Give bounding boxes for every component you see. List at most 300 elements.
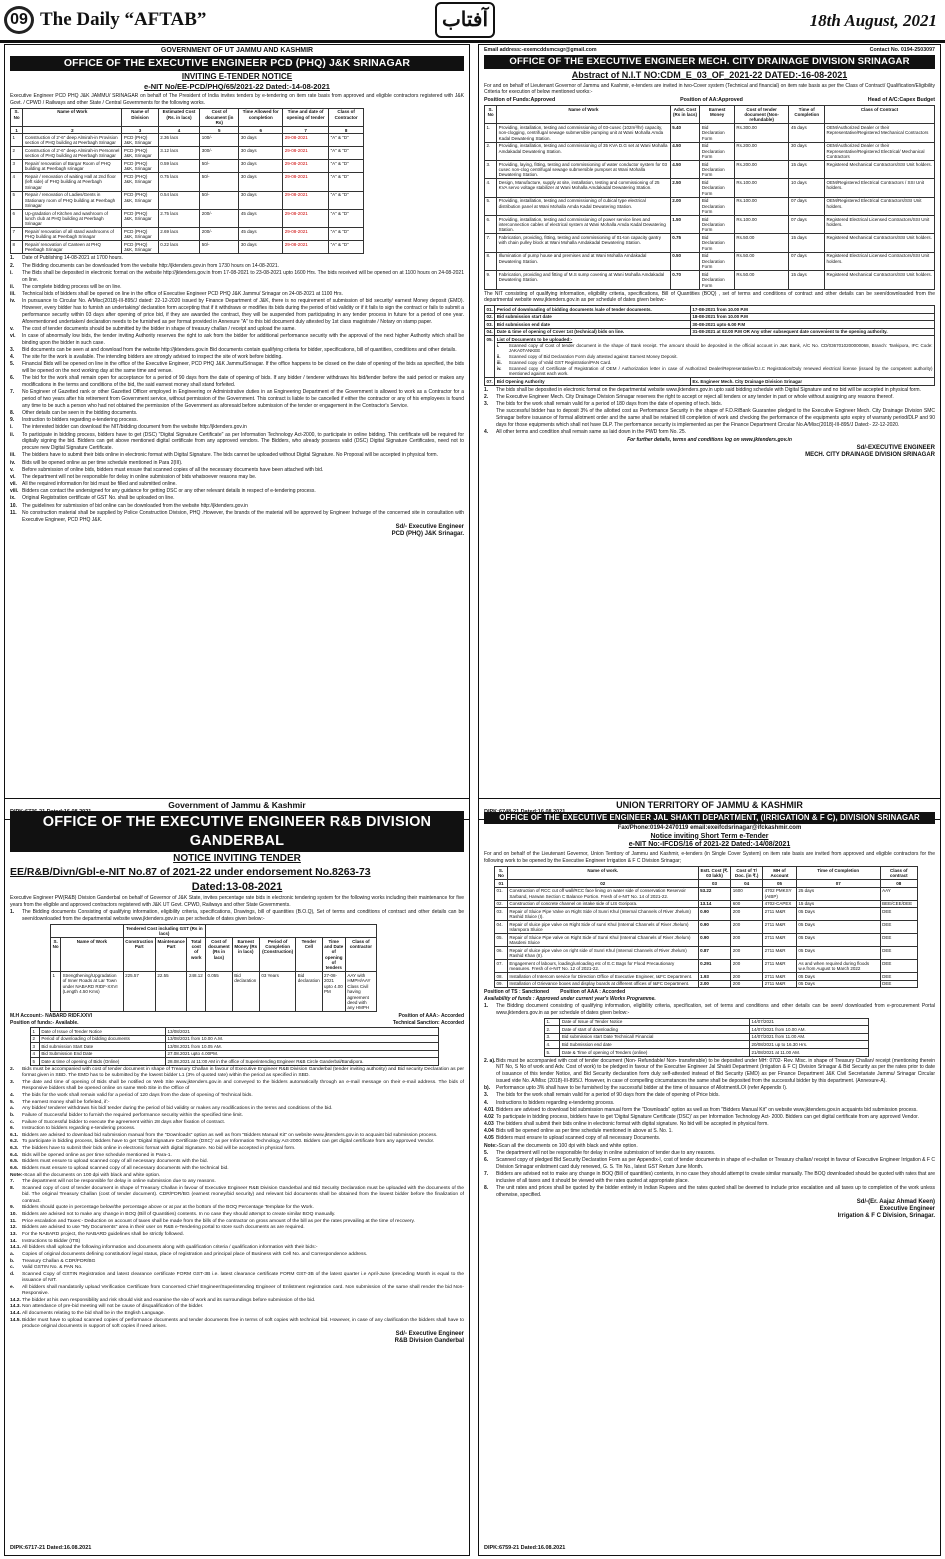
condition-number: 5. [484,1149,489,1156]
condition-number: 13. [10,1231,17,1237]
condition-text: No Engineer of Gazetted rank or other Gazetted Officer employed in Engineering or Administrative duties in an Engineering Department of the Government is allowed to work as a Contractor for a period of two years after his retirement from Government service, without permission of the Government. This contract is liable to be cancelled if either the contractor or any of his employees is found any time to be such a person who had not obtained the permission of the Government as aforesaid before submission of the tender or engagement in the Contractor's Service. [22,389,464,409]
table-cell: 2.50 [670,179,700,197]
column-header: S. No [485,105,497,123]
table-cell: "A" & "D" [329,241,364,254]
table-cell: 4. [545,1041,560,1049]
table-cell: 06. [495,947,508,960]
condition-text: Scan all the documents on 100 dpi with black and white option. [498,1142,638,1149]
condition-text: Bids will be opened online as per time schedule mentioned in above at S. No. 1. [496,1128,673,1135]
table-cell: OEM/Registered Electrical Contractors/SSI Unit holders. [825,197,935,215]
table-cell: Rs.200.00 [734,160,789,178]
condition-number: 8. [10,1186,15,1192]
table-cell: Rs.100.00 [734,197,789,215]
table-cell: 25 days [796,887,880,900]
condition-number [484,408,496,428]
condition-item [10,1232,464,1238]
table-cell: Providing, laying, fitting, testing and commissioning of water conductor system for 03 cusec non-clog centrifugal sewage submersible pumpset at Wani Mohalla Dewatering Station. [497,160,671,178]
condition-number: 9. [10,1205,15,1211]
column-header: Name of work. [507,867,698,880]
table-cell: 1. [545,1018,560,1026]
notice-conditions [10,1067,464,1330]
table-cell: Bid Declaration Form [700,271,734,289]
table-cell: Repair of Sluice Pipe Valve on Right Side of Sunri Khul (Internal Channels of River Jhelum) Rashid Sluice (I). [507,908,698,921]
condition-text: To participate in bidding process, bidders have to get (DSC) "Digital Signature Certificate" as per Information Technology Act-2000, to participate in online bidding. This certificate will be required for digitally signing the bid. Bidders can get above mentioned digital certificate from any approved vendors. The Bidders, who already possess valid (DSC) Digital Signature Certificates, need not to procure new Digital Signature Certificate. [22,431,464,452]
condition-item [484,429,935,436]
table-row [545,1018,869,1026]
column-header: Cost of tender document (Non-refundable) [734,105,789,123]
tender-notice-pcd-phq [4,44,470,820]
table-cell: 248.12 [187,972,206,1012]
condition-number: iii. [10,290,16,297]
table-cell: 50/- [200,173,239,191]
condition-item [484,1107,935,1114]
condition-text: The bids shall be deposited in electronic format on the departmental website www.jktenders.gov.in upto said bidding schedule with Digital Signature and no bid will be accepted in physical form. [496,386,921,393]
table-row [485,124,935,142]
table-cell: 4 [11,173,23,191]
table-cell: 21/08/2021 at 11.00 AM. [749,1049,868,1057]
table-cell: 2.69 lacs [158,228,200,241]
condition-item [484,408,935,428]
condition-item [10,1186,464,1205]
column-header: Time of Completion [789,105,825,123]
condition-item [10,1159,464,1165]
condition-item [10,1311,464,1317]
table-cell: 1600 [731,887,763,900]
funds-availability: Availability of funds : Approved under current year's Works Programme. [484,995,656,1002]
table-cell: PCD (PHQ) J&K, Srinagar [122,191,158,209]
condition-item [10,1219,464,1225]
condition-number: 3. [10,346,15,353]
mh-label: M.H Account:- [10,1013,44,1020]
table-cell: 0.055 [205,972,232,1012]
column-number: 02 [507,880,698,888]
column-number: 5 [200,126,239,134]
tender-notice-city-drainage [478,44,941,820]
condition-text: All bidders shall upload the following information and documents along with qualification criteria / qualification information with their bids:- [22,1245,318,1251]
table-cell: Strengthening/Upgradation of Inner Roads at Lar Town under NABARD RIDF-XXVI (Length 4.50 Kms) [61,972,123,1012]
document-number: ii. [496,353,501,359]
table-cell: 5. [545,1049,560,1057]
table-cell: 5 [31,1058,40,1066]
table-cell: 0.90 [698,934,731,947]
condition-text: No construction material shall be supplied by Police Construction Division, PHQ .However, the brands of the material will be approved by Engineer Incharge of the concerned site in consultation with Executive Engineer, PCD PHQ J&K. [22,509,464,523]
condition-number: v. [10,325,14,332]
table-cell: 600 [731,900,763,908]
table-cell: 30 days [789,142,825,160]
table-row [31,1043,439,1051]
condition-number: 5. [10,361,15,368]
condition-item [10,255,464,262]
table-cell: Bid Declaration Form [700,160,734,178]
condition-item [10,1080,464,1093]
table-row [11,173,364,191]
schedule-cell: Bid Opening Authority [495,378,691,386]
condition-item [10,481,464,488]
table-cell: Design, Manufacture, supply at site, installation, testing and commissioning of 25 KVA servo voltage stabilizer at Wani Mohalla Amdakadal Dewatering Station. [497,179,671,197]
table-cell: Fabrication, providing and fitting of M.S sump covering at Wani Mohalla Amdakadal Dewatering Station. [497,271,671,289]
notice-government: UNION TERRITORY OF JAMMU & KASHMIR [616,800,803,810]
table-cell: Providing, installation, testing and commissioning of cubical type electrical distribution panel at Wani Mohalla Amda Kadal Dewatering Station. [497,197,671,215]
table-cell: OEM/Authorized Dealer or their Representative/Registered Mechanical Contractors [825,124,935,142]
table-cell: 29-08-2021 [283,241,329,254]
table-cell: "A" & "D" [329,210,364,228]
condition-text: The department will not be responsible for delay in online submission of tender due to any reasons. [496,1149,716,1156]
condition-item [10,417,464,424]
documents-cell [495,336,935,378]
condition-item [10,467,464,474]
table-cell: 05 Days [796,947,880,960]
document-number: iv. [496,365,502,371]
works-table [494,866,918,988]
condition-item [484,1100,935,1107]
column-header: Construction Part [123,937,155,972]
table-cell: Period of downloading of bidding documents [39,1035,165,1043]
column-number: 04 [731,880,763,888]
condition-number: 2. [10,1067,15,1073]
table-cell: OEM/Authorized Dealer or their Representative/Registered Electrical/ Mechanical Contractors [825,142,935,160]
table-cell: 4. [485,179,497,197]
works-table [10,108,364,255]
position-of-aa: Position of AA:Approved [680,97,743,104]
condition-number: 4.04 [484,1128,494,1135]
table-cell: 200 [731,972,763,980]
table-cell: PCD (PHQ) J&K, Srinagar [122,134,158,147]
condition-number: c. [10,1119,15,1125]
table-cell: 200 [731,921,763,934]
table-row [485,271,935,289]
table-blank [51,924,124,937]
condition-text: Instruction to bidders regarding e-tendering process. [22,417,138,424]
condition-item [10,326,464,333]
condition-text: Technical bids of bidders shall be opened on line in the office of Executive Engineer PCD PHQ J&K Jammu/ Srinagar on 24-08-2021 at 1100 Hrs. [22,290,343,297]
condition-text: Bidders are advised to use "My Documents" area in their user on R&B e-Tendering portal to store such documents as are required. [22,1225,305,1231]
condition-number: 11. [10,509,17,516]
condition-item [10,298,464,325]
column-number: 1 [11,126,23,134]
table-row [485,197,935,215]
condition-item [10,1265,464,1271]
condition-number: a. [10,1251,15,1257]
notice-conditions [484,387,935,436]
column-number: 6 [239,126,283,134]
funds-row [10,1020,464,1026]
condition-item [10,1093,464,1099]
table-cell: 03. [495,908,508,921]
bidding-documents-text: The Bidding document consisting of qualifying information, eligibility criteria, specification, set of terms and conditions and other details can be seen/ downloaded from e-procurement Portal www.jktenders.gov.in as per schedule of dates given below:- [496,1003,935,1016]
condition-text: The complete bidding process will be on line. [22,283,122,290]
condition-text: All documents relating to the bid shall be in the English Language. [22,1310,166,1316]
table-cell: 29-08-2021 [283,160,329,173]
table-cell: Construction of RCC cut off wall/RCC face lining on water side of conservation Reservoir Sarband, Harwan Section C Balance Portion. Fresh of e-NIT No. 14 of 2021-22. [507,887,698,900]
table-cell: 3. [545,1033,560,1041]
condition-text: Instructions to bidders regarding e-tendering process. [496,1099,615,1106]
table-blank [205,924,376,937]
bidding-documents-text: The Bidding documents Consisting of qualifying information, eligibility criteria, specifications, Drawings, bill of quantities (B.O.Q), Set of terms and conditions of contract and other details can be seen/downloaded from the departmental website www.jktenders.gov.in as per schedule of dates given below:- [22,909,464,923]
condition-number: 4.05 [484,1135,494,1142]
group-header: Tendered Cost including GST (Rs in lacs) [123,924,205,937]
table-cell: Repair / renovation of waiting Hall at 2nd floor (left side) of PHQ building at Peerbagh Srinagar [23,173,122,191]
column-header: Advt. Cost (Rs in lacs) [670,105,700,123]
table-cell: 0.50 [670,252,700,270]
table-cell: 2.75 lacs [158,210,200,228]
condition-text: Bidders are advised to download bid submission manual form the "Downloads" option as well as from "Bidders Manual Kit" on website www.jktenders.gov.in acquaints bid submission process. [496,1106,918,1113]
table-cell: 2711 M&R [763,947,797,960]
column-header: Total cost of work [187,937,206,972]
condition-text: Scanned copy of cost of tender document in shape of Treasury Challan in favour of Executive Engineer R&B Division Ganderbal and Bid Security Declaration must be uploaded with the documents of the bid. The original Treasury Challan (cost of tender document). CDR/FDR/BG (earnest money/bid security) and relevant bid documents shall be obtained from the lowest bidder before the finalization of contract. [22,1186,464,1204]
condition-text: Instructions to Bidder (ITB) [22,1238,81,1244]
condition-text: The bid for the work shall remain open for acceptance for a period of 90 days from the date of opening of bids. If any bidder / tenderer withdraws his bid/tender before the said period or makes any modifications in the terms and conditions of the bid, the said earnest money shall stand forfeited. [22,375,464,389]
table-cell: Registered Electrical Licensed Contractors/SSI Unit holders. [825,252,935,270]
table-cell: 0.90 [698,921,731,934]
table-cell: 30 days [239,147,283,160]
condition-item [10,1106,464,1112]
document-item [497,366,933,377]
condition-text: The department will not be responsible for delay in online submission of bids whatsoever reasons may be. [22,473,257,480]
condition-item [10,291,464,298]
condition-text: Failure of Successful bidder to furnish the required performance security within the specified time limit. [22,1112,243,1118]
table-cell: 14/07/2021 from 10.00 AM. [749,1026,868,1034]
notice-title: Notice inviting Short Term e-Tender [650,832,769,840]
condition-number: 4.02 [484,1113,494,1120]
notice-nit-number: EE/R&B/Divn/Gbl-e-NIT No.87 of 2021-22 under endorsement No.8263-73 [10,866,371,879]
table-cell: 50/- [200,191,239,209]
schedule-cell: 17-08-2021 from 10.00 P.M [690,306,934,314]
table-cell: Rs.50.00 [734,252,789,270]
table-cell: "A" & "D" [329,147,364,160]
table-row [545,1033,869,1041]
condition-number: 8. [10,410,15,417]
condition-text: For the NABARD project, the NABARD guidelines shall be strictly followed. [22,1231,185,1237]
condition-number: 6.5. [10,1159,19,1165]
schedule-cell: 05. [485,336,495,378]
works-table [484,105,935,290]
condition-text: Bidders must ensure to upload scanned copy of all necessary Documents. [496,1135,661,1142]
table-row [495,972,918,980]
table-cell: 4 [31,1050,40,1058]
condition-item [10,1139,464,1145]
email-address: Email address:-exemcddsmcsgr@gmail.com [484,47,597,53]
condition-text: Price escalation and Taxes:- Deduction on account of taxes shall be made from the bills of the contractor on gross amount of the bill as per the rates prevailing at the time of recovery. [22,1218,415,1224]
table-cell: 29-08-2021 [283,147,329,160]
condition-item [10,1212,464,1218]
signatory-title: Executive Engineer [879,1206,935,1213]
newspaper-logo: آفتاب [435,2,495,38]
table-cell: 3. [485,160,497,178]
table-cell: 6 [11,210,23,228]
condition-number: ii. [10,431,15,438]
table-cell: 2 [31,1035,40,1043]
condition-text: Original Registration certificate of GST No. shall be uploaded on line. [22,495,175,502]
table-cell: Registered Mechanical Contractors/SSI Unit holders. [825,271,935,289]
condition-item [484,401,935,408]
table-cell: 05 Days [796,934,880,947]
document-item [497,343,933,354]
condition-text: Bids must be accompanied with cost of tender document (Non- Refundable/ Non- transferable) to be deposited under MH: 0702- Rev. Misc. in shape of Treasury Challan/ receipt (mentioning therein NIT No, S No of work and Adv. Cost of work) to be pledged in favour of the Executive Engineer Jal Shakti Department (Irrigation & F C) Division Srinagar & Bid Security as per the rates prior to date of issuance of this tender Notice, and Bid Security declaration form duly self-attested instead of Bid Security (EMD) as per Finance Department J&K Civil Secretariate Jammu/ Srinagar Circular issued vide No. A/Misc (2018)-III-895/J. However, in case of compelling circumstances the same shall be deposited from the successful bidder by this department. (Annexure-A). [496,1057,935,1084]
table-cell: 07 days [789,197,825,215]
table-cell: 01. [495,887,508,900]
table-cell: 10 days [789,179,825,197]
condition-number: 6.2. [10,1139,19,1145]
table-cell: 5 [11,191,23,209]
tender-notice-jal-shakti: UNION TERRITORY OF JAMMU & KASHMIR OFFICE OF THE EXECUTIVE ENGINEER JAL SHAKTI DEPARTMENT, (IRRIGATION & F C), DIVISION SRINAGAR Fax/Phone:0194-2470119 email:exeifcdsrinagar@ifckashmir.com Notice inviting Short Term e-Tender e-NIT No:-IFCDS/16 of 2021-22 Dated:-14/08/2021 For and on behalf of the Lieutenant Governor, Union Territory of Jammu and Kashmir, e-tenders (in Single Cover System) on item rate basis are invited from approved and eligible contractors for the following work to be opened by the Executive Engineer Irrigation & F C Division Srinagar; S. No Name of work. Estt. Cost (₹. 03 lakh) Cost of T/ Doc. (in ₹.) MH of Account Time of Completion Class of contract 01 02 03 04 05 07 08 01. Construction of RCC cut off wall/RCC face lining on water side of conservation Reservoir Sarband, Harwan Section C Balance Portion. Fresh of e-NIT No. 14 of 2021-22. 53.22 1600 4702 PMKSY (AIBP) 25 days AAY 02. Construction of concrete channel on intake side of LIS Goripora. 13.14 600 4702-CAPEX 15 days BEE/CEE/DEE 03. Repair of Sluice Pipe Valve on Right Side of Sunri Khul (Internal Channels of River Jhelum) Rashid Sluice (I). 0.90 200 2711 M&R 05 Days DEE 04. Repair of sluice pipe valve on Right Side of sunri Khul (Internal Channels of River Jhelum) Islampora Sluice 0.90 200 2711 M&R 05 Days DEE 05. Repair of Sluice Pipe valve on Right Side of Sunri Khul (Internal Channels of River Jhelum) Masdeni Sluice 0.90 200 2711 M&R 05 Days DEE 06. Repair of sluice pipe valve on right side of Sunri Khul (Internal Channels of River Jhelum) Rashid Khan (II). 0.87 200 2711 M&R 05 Days DEE 07. Engagement of labours, loading/unloading etc of E.C Bags for Flood Precautionary measures. Fresh of e-NIT No. 12 of 2021-22. 0.291 200 2711 M&R As and when required during floods w.e.from August to March 2022 DEE 08. Installation of Intercom service for Direction Office of Executive Engineer, I&FC Department. 1.93 200 2711 M&R 05 Days DEE 09. Installation of Grievance boxes and display boards at different offices of I&FC Department. 2.00 200 2711 M&R 05 Days DEE Position of TS : Sanctioned Position of AAA : Accorded Availability of funds : Approved under current year's Works Programme. 1. The Bidding document consisting of qualifying information, eligibility criteria, specification, set of terms and conditions and other details can be seen/ downloaded from e-procurement Portal www.jktenders.gov.in as per schedule of dates given below:- 1. Date of Issue of Tender Notice 14/07/2021 2. Date of start of downloading 14/07/2021 from 10.00 AM. 3. Bid submission start Date Technical/ Financial 14/07/2021 from 11.00 AM. 4. Bid Submission end date 20/08/2021 up to 16.30 Hrs. 5. Date & Time of opening of Tenders (online) 21/08/2021 at 11.00 AM. 2. a). Bids must be accompanied with cost of tender document (Non- Refundable/ Non- transferable) to be deposited under MH: 0702- Rev. Misc. in shape of Treasury Challan/ receipt (mentioning therein NIT No, S No of work and Adv. Cost of work) to be pledged in favour of the Executive Engineer Jal Shakti Department (Irrigation & F C) Division Srinagar & Bid Security as per the rates prior to date of issuance of this tender Notice, and Bid Security declaration form duly self-attested instead of Bid Security (EMD) as per Finance Department J&K Civil Secretariate Jammu/ Srinagar Circular issued vide No. A/Misc (2018)-III-895/J. However, in case of compelling circumstances the same shall be deposited from the successful bidder by this department. (Annexure-A). b). Performance upto 3% shall have to be furnished by the successful bidder at the time of issuance of Allotment/LOI (refer Appendix I). 3. The bids for the work shall remain valid for a period of 90 days from the date of opening of Price bids. 4. Instructions to bidders regarding e-tendering process. 4.01 Bidders are advised to download bid submission manual form the "Downloads" option as well as from "Bidders Manual Kit" on website www.jktenders.gov.in acquaints bid submission process. 4.02 To participate in bidding process, bidders have to get 'Digital Signature Certificate (DSC)' as per Information Technology Act- 2000. Bidders can get digital certificate from any approved Vendor. 4.03 The bidders shall submit their bids online in electronic format with digital signature. No bid will be accepted in physical form. 4.04 Bids will be opened online as per time schedule mentioned in above at S. No. 1. 4.05 Bidders must ensure to upload scanned copy of all necessary Documents. Note:- Scan all the documents on 100 dpi with black and white option. 5. The department will not be responsible for delay in online submission of tender due to any reasons. 6. Scanned copy of pledged Bid Security Declaration Form as per Appendix-I, cost of tender documents in shape of e-challan or Treasury challan/ receipt in favour of Executive Engineer Irrigation & F C Division Srinagar enlistment card duly renewed, G. S. Tin No., latest GST Return June Month. 7. Bidders are advised not to make any change in BOQ (Bill of quantities) contents, in no case they should attempt to create similar manually. The BOQ downloaded should be quoted with rates that are inclusive of all taxes and it should be viewed with the rates quoted at appropriate place. 8. The unit rates and prices shall be quoted by the bidder entirely in Indian Rupees and the rates quoted shall be deemed to include price escalation and all taxes up to completion of the work unless otherwise, specified. Sd/-(Er. Aajaz Ahmad Keen) Executive Engineer Irrigation & F C Division, Srinagar. DIPK:6759-21 Dated:16.08.2021 [478,798,941,1556]
condition-number: 2. [10,262,15,269]
condition-text: The Executive Engineer Mech. City Drainage Division Srinagar reserves the right to accept or reject all tenders or any tender in part or whole without assigning any reasons thereof. [496,394,894,401]
table-cell: 13.14 [698,900,731,908]
table-cell: 15 days [789,160,825,178]
table-row [11,191,364,209]
schedule-cell: Bid submission start date [495,313,691,321]
condition-item [10,1245,464,1251]
table-cell: "A" & "D" [329,134,364,147]
condition-text: Bid documents can be seen at and download from the website http://jktenders.gov.in Bid documents contain qualifying criteria for bidder, specifications, bill of quantities, conditions and other details. [22,346,457,353]
table-cell: 4.50 [670,160,700,178]
condition-number: Note:- [10,1172,25,1178]
condition-text: Bidders should quote in percentage below/the percentage above or at par at the bottom of the BOQ Percentage Template for the Work. [22,1205,314,1211]
table-cell: 29-08-2021 [283,173,329,191]
notice-title: NOTICE INVITING TENDER [173,853,301,865]
issue-date: 18th August, 2021 [809,11,937,30]
page-header [0,0,945,40]
table-cell: 0.75 [670,234,700,252]
page-number: 09 [4,6,34,34]
table-cell: Registered Mechanical Contractors/SSI Unit holders. [825,160,935,178]
condition-number: b. [10,1112,15,1118]
table-cell: 200 [731,908,763,921]
table-row [31,1035,439,1043]
document-text: Scanned copy of Cost of tender document in the shape of Bank receipt. The amount should be deposited in the official account in J&K Bank, A/C No. CD/0367010200000068, Branch: Tankipora, IFC Code: JAKA0TANKEE [508,342,933,354]
table-cell: 2711 M&R [763,960,797,973]
aaa-status: Position of AAA : Accorded [560,989,626,996]
condition-text: The earnest money shall be forfeited, if:- [22,1099,110,1105]
condition-text: Failure of Successful bidder to execute the agreement within 28 days after fixation of contract. [22,1119,226,1125]
condition-text: Date of Publishing 14-08-2021 at 1700 hours. [22,255,123,262]
mh-value: NABARD RIDF.XXVI [45,1013,93,1020]
notice-office-banner: OFFICE OF THE EXECUTIVE ENGINEER JAL SHAKTI DEPARTMENT, (IRRIGATION & F C), DIVISION SRINAGAR [484,812,935,824]
table-row [31,1028,439,1036]
table-cell: 200 [731,960,763,973]
condition-number: iv. [10,459,16,466]
schedule-cell: Bid submission end date [495,321,691,329]
condition-number: 6.4. [10,1152,19,1158]
table-cell: Illumination of pump house and premises and at Wani Mohalla Amdakadal Dewatering Station. [497,252,671,270]
table-cell: "A" & "D" [329,160,364,173]
table-cell: PCD (PHQ) J&K, Srinagar [122,147,158,160]
condition-item [10,1120,464,1126]
column-header: Time of Completion [796,867,880,880]
condition-number: viii. [10,488,19,495]
condition-number: vi. [10,332,16,339]
table-cell: 5.40 [670,124,700,142]
schedule-cell: Period of downloading of bidding documents /sale of tender documents. [495,306,691,314]
notice-government: Government of Jammu & Kashmir [168,800,306,810]
condition-item [10,375,464,389]
table-cell: 05 Days [796,908,880,921]
table-cell: 0.22 lacs [158,241,200,254]
table-row [11,160,364,173]
schedule-row [485,313,935,321]
table-cell: 45 days [239,228,283,241]
table-row [495,908,918,921]
works-table [50,924,377,1012]
table-cell: 27.08.2021 upto 4.00PM. [166,1050,439,1058]
table-row [495,947,918,960]
signatory-office: PCD (PHQ) J&K Srinagar. [391,531,464,538]
schedule-row [485,321,935,329]
table-cell: Repair of sluice pipe valve on Right Side of sunri Khul (Internal Channels of River Jhelum) Islampora Sluice [507,921,698,934]
table-cell: 225.57 [123,972,155,1012]
schedule-row [485,328,935,336]
table-cell: Repair/ renovation of all stand washrooms of PHQ building at Peerbagh Srinagar [23,228,122,241]
column-header: Earnest Money (Rs in lacs) [232,937,259,972]
condition-number: 14.3. [10,1304,21,1310]
table-cell: 27-08-2021 upto 4.00 PM [322,972,345,1012]
condition-item [484,1157,935,1171]
table-cell: Bid Declaration Form [700,234,734,252]
table-cell: As and when required during floods w.e.from August to March 2022 [796,960,880,973]
table-cell: PCD (PHQ) J&K, Srinagar [122,210,158,228]
condition-number: 14.4. [10,1310,21,1316]
condition-number: iv. [10,298,16,305]
table-cell: Up-gradation of Kitchen and washroom of lunch club at PHQ building at Peerbagh Srinagar [23,210,122,228]
condition-item [10,1252,464,1258]
condition-number: 4.03 [484,1121,494,1128]
table-cell: DEE [880,972,917,980]
signatory-name: Sd/-(Er. Aajaz Ahmad Keen) [856,1199,935,1205]
column-header: Name of Work [23,108,122,126]
column-header: MH of Account [763,867,797,880]
funds-label: Position of funds:- [10,1019,55,1026]
condition-text: The interested bidder can download the NIT/bidding document from the website http://jktenders.gov.in [22,424,247,431]
condition-item [10,1304,464,1310]
table-cell: Bid declaration [296,972,322,1012]
condition-text: Financial Bids will be opened on line in the office of the Executive Engineer, PCD PHQ J&K Jammu/Srinagar. If the office happens to be closed on the date of opening of the bids as specified, the bids will be opened on the next working day at the same time and venue. [22,361,464,375]
notice-date: Dated:13-08-2021 [191,880,283,893]
table-cell: 6. [485,216,497,234]
table-cell: Date of Issue of Tender Notice [560,1018,750,1026]
condition-number: 5. [10,1099,15,1105]
column-header: Time and date of opening of tender [283,108,329,126]
column-number: 07 [796,880,880,888]
table-cell: Rs.200.00 [734,142,789,160]
table-cell: Rs.100.00 [734,179,789,197]
funds-value: Available. [55,1019,79,1026]
table-cell: Bid Declaration Form [700,179,734,197]
condition-text: The Bids shall be deposited in electronic format on the website http://jktenders.gov.in from 17-08-2021 to 23-08-2021 upto 1600 Hrs. The bids received will be opened on at 1100 hours on 24-08-2021 on line. [22,269,464,283]
table-cell: 30 days [239,160,283,173]
table-cell: 2.00 [698,980,731,988]
ts-label: Technical Sanction: [392,1019,440,1026]
table-cell: Registered Electrical Licensed Contractors/SSI Unit holders. [825,216,935,234]
condition-item [484,1114,935,1121]
condition-item [484,1143,935,1150]
table-row [485,252,935,270]
condition-text: Scanned copy of pledged Bid Security Declaration Form as per Appendix-I, cost of tender documents in shape of e-challan or Treasury challan/ receipt in favour of Executive Engineer Irrigation & F C Division Srinagar enlistment card duly renewed, G. S. Tin No., latest GST Return June Month. [496,1157,935,1170]
table-cell: Date of start of downloading [560,1026,750,1034]
condition-item [484,1185,935,1199]
table-row [495,900,918,908]
table-cell: 2. [485,142,497,160]
table-cell: DEE [880,921,917,934]
condition-number: d. [10,1271,15,1277]
head-of-account: Head of A/C:Capex Budget [867,97,935,104]
contact-number: Contact No. 0194-2503097 [869,47,935,53]
condition-number: 12. [10,1225,17,1231]
condition-number: 4. [484,429,489,436]
condition-number: 14.1. [10,1245,21,1251]
condition-item [484,1128,935,1135]
table-row [11,134,364,147]
condition-text: To participate in bidding process, bidders have to get 'Digital Signature Certificate (DSC)' as per Information Technology Act-2000. Bidders can get digital certificate from any approved Vendor. [22,1139,435,1145]
